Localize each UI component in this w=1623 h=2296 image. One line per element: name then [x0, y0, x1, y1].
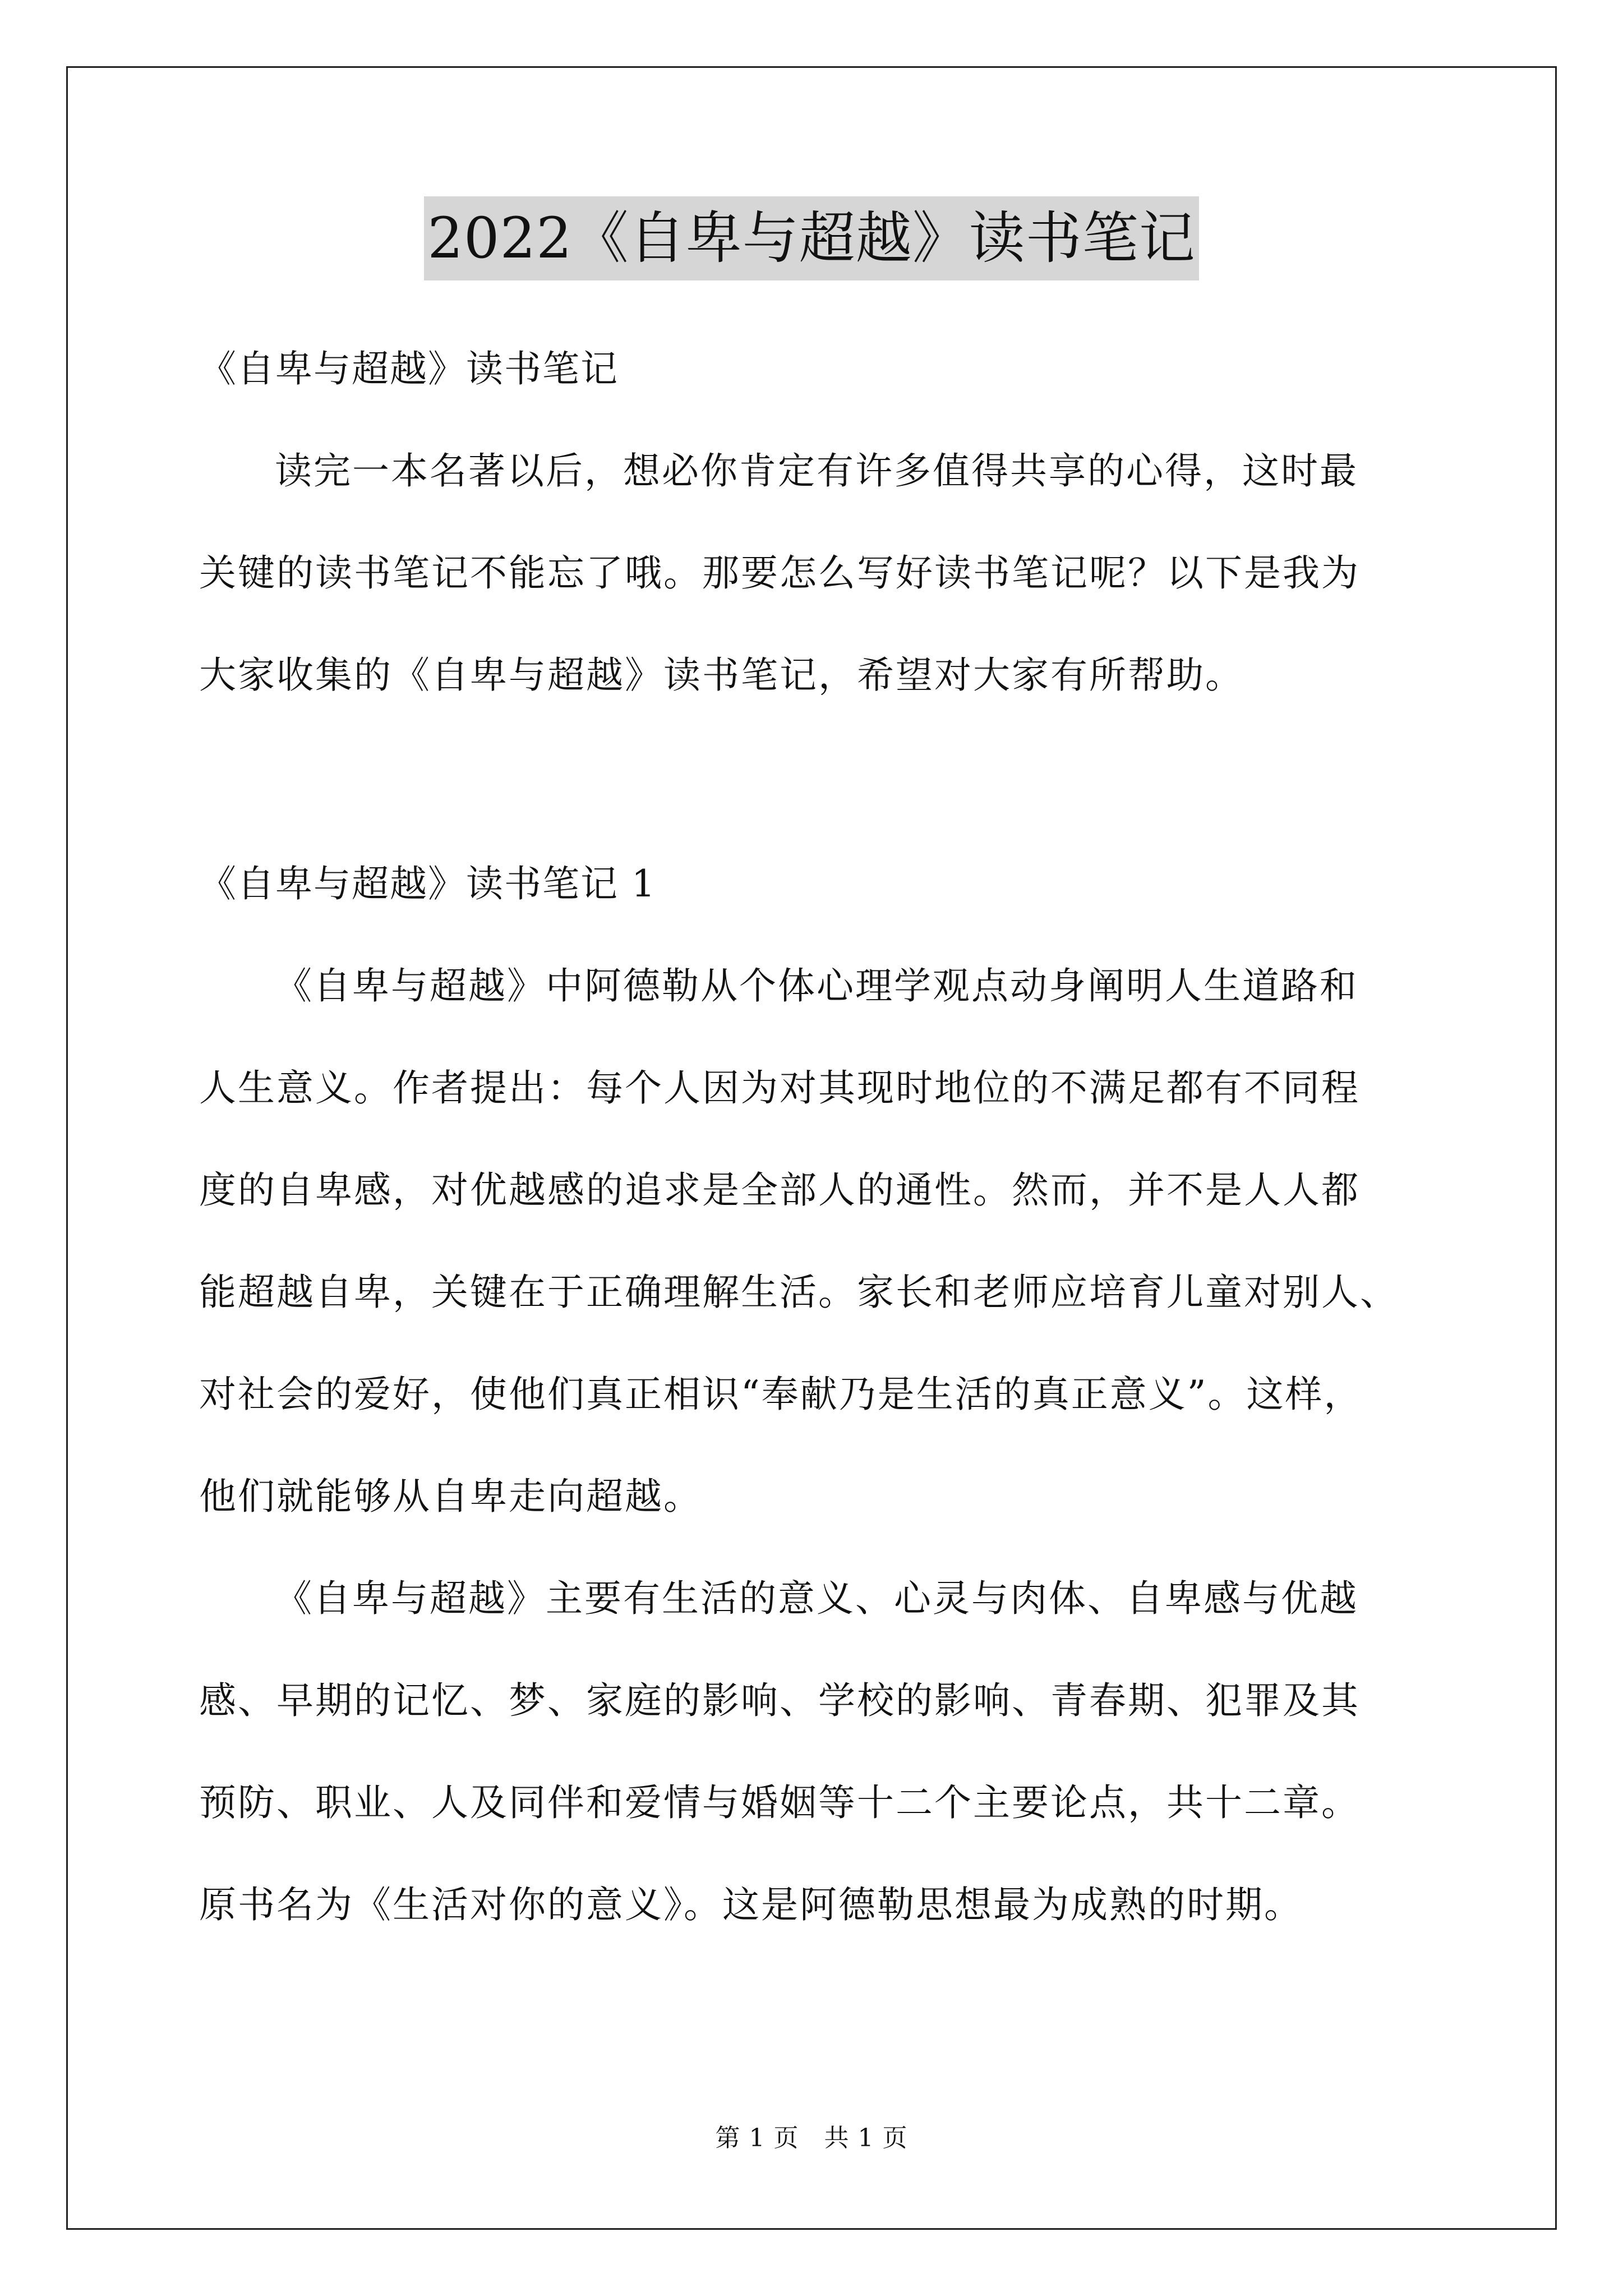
paragraph-line: 对社会的爱好，使他们真正相识“奉献乃是生活的真正意义”。这样，	[199, 1373, 1363, 1416]
intro-paragraph	[199, 443, 1455, 749]
paragraph-line: 人生意义。作者提出：每个人因为对其现时地位的不满足都有不同程	[199, 1066, 1360, 1110]
paragraph-line: 原书名为《生活对你的意义》。这是阿德勒思想最为成熟的时期。	[199, 1883, 1303, 1926]
intro-line: 读完一本名著以后，想必你肯定有许多值得共享的心得，这时最	[275, 449, 1358, 493]
paragraph-line: 能超越自卑，关键在于正确理解生活。家长和老师应培育儿童对别人、	[199, 1271, 1399, 1314]
section-heading: 《自卑与超越》读书笔记 1	[199, 862, 656, 905]
intro-line: 关键的读书笔记不能忘了哦。那要怎么写好读书笔记呢？以下是我为	[199, 551, 1360, 595]
paragraph-2	[199, 1571, 1455, 1979]
paragraph-line: 度的自卑感，对优越感的追求是全部人的通性。然而，并不是人人都	[199, 1168, 1360, 1212]
paragraph-1	[199, 958, 1455, 1571]
paragraph-line: 预防、职业、人及同伴和爱情与婚姻等十二个主要论点，共十二章。	[199, 1781, 1360, 1824]
paragraph-line: 《自卑与超越》中阿德勒从个体心理学观点动身阐明人生道路和	[275, 964, 1358, 1007]
paragraph-line: 《自卑与超越》主要有生活的意义、心灵与肉体、自卑感与优越	[275, 1577, 1358, 1620]
paragraph-line: 他们就能够从自卑走向超越。	[199, 1475, 702, 1518]
subtitle-heading: 《自卑与超越》读书笔记	[199, 347, 619, 390]
paragraph-gap	[199, 749, 1455, 856]
document-title-text: 2022《自卑与超越》读书笔记	[424, 196, 1199, 280]
document-title	[0, 196, 1623, 280]
intro-line: 大家收集的《自卑与超越》读书笔记，希望对大家有所帮助。	[199, 654, 1244, 697]
paragraph-line: 感、早期的记忆、梦、家庭的影响、学校的影响、青春期、犯罪及其	[199, 1679, 1360, 1722]
page-footer: 第 1 页 共 1 页	[715, 2124, 908, 2152]
document-body	[199, 341, 1455, 1979]
